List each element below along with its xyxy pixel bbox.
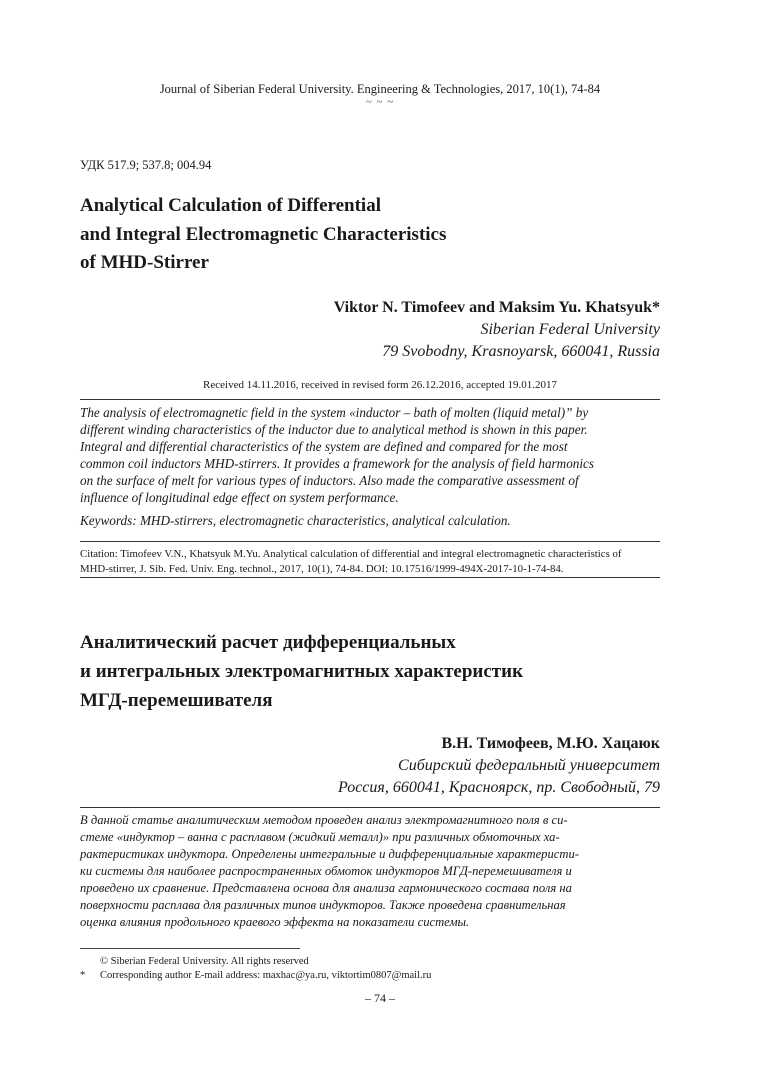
divider [80,577,660,578]
footnotes [80,955,431,983]
abstract-line: стеме «индуктор – ванна с расплавом (жидкий металл)» при различных обмоточных ха- [80,830,560,844]
citation-line: MHD-stirrer, J. Sib. Fed. Univ. Eng. technol., 2017, 10(1), 74-84. DOI: 10.17516/1999-494X-2017-10-1-74-84. [80,562,564,575]
journal-header: Journal of Siberian Federal University. Engineering & Technologies, 2017, 10(1), 74-84 [159,82,601,96]
authors-block-en [334,297,660,363]
abstract-line: поверхности расплава для различных типов индукторов. Также проведена сравнительная [80,898,566,912]
copyright-text: © Siberian Federal University. All rights reserved [100,956,309,967]
affiliation-line: Siberian Federal University [480,321,660,338]
abstract-line: on the surface of melt for various types of inductors. Also made the comparative assessment of [80,473,579,488]
title-line: and Integral Electromagnetic Characteristics [80,223,447,245]
udk-code: УДК 517.9; 537.8; 004.94 [80,158,212,172]
divider [80,541,660,542]
header-ornament: ~ ~ ~ [365,96,395,108]
affiliation-line: Россия, 660041, Красноярск, пр. Свободный, 79 [338,779,660,796]
abstract-ru [80,812,660,931]
corresponding-text: Corresponding author E-mail address: maxhac@ya.ru, viktortim0807@mail.ru [100,970,432,981]
abstract-line: рактеристиках индуктора. Определены интегральные и дифференциальные характеристи- [80,847,579,861]
abstract-line: influence of longitudinal edge effect on system performance. [80,490,399,505]
page-number: – 74 – [365,991,395,1005]
abstract-line: проведено их сравнение. Представлена основа для анализа гармонического состава поля на [80,881,572,895]
affiliation-line: 79 Svobodny, Krasnoyarsk, 660041, Russia [382,343,660,360]
asterisk-mark: * [80,970,86,981]
abstract-line: ки системы для наиболее распространенных обмоток индукторов МГД-перемешивателя и [80,864,572,878]
author-names: В.Н. Тимофеев, М.Ю. Хацаюк [441,735,660,752]
title-line: of MHD-Stirrer [80,252,209,273]
divider [80,399,660,400]
abstract-line: Integral and differential characteristics of the system are defined and compared for the most [80,439,568,454]
title-line: Аналитический расчет дифференциальных [80,632,456,653]
footnote-corresponding [80,969,431,983]
keywords: Keywords: MHD-stirrers, electromagnetic characteristics, analytical calculation. [80,513,511,528]
abstract-en [80,404,660,506]
title-line: МГД-перемешивателя [80,690,273,711]
footnote-copyright [80,955,431,969]
authors-block-ru [338,733,660,799]
title-line: и интегральных электромагнитных характеристик [80,661,524,682]
abstract-line: The analysis of electromagnetic field in the system «inductor – bath of molten (liquid metal)” by [80,405,589,420]
citation [80,547,660,576]
abstract-line: common coil inductors MHD-stirrers. It provides a framework for the analysis of field harmonics [80,456,595,471]
abstract-line: В данной статье аналитическим методом проведен анализ электромагнитного поля в си- [80,813,568,827]
paper-title-en [80,192,446,278]
received-dates: Received 14.11.2016, received in revised form 26.12.2016, accepted 19.01.2017 [203,379,557,391]
author-names: Viktor N. Timofeev and Maksim Yu. Khatsyuk* [333,299,660,316]
affiliation-line: Сибирский федеральный университет [398,757,660,774]
footnote-rule [80,948,300,949]
title-line: Analytical Calculation of Differential [80,195,381,216]
abstract-line: different winding characteristics of the inductor due to analytical method is shown in this paper. [80,422,588,437]
citation-line: Citation: Timofeev V.N., Khatsyuk M.Yu. Analytical calculation of differential and integral electromagnetic characteristics of [80,548,622,560]
divider [80,807,660,808]
abstract-line: оценка влияния продольного краевого эффекта на показатели системы. [80,915,470,929]
paper-title-ru [80,628,523,715]
